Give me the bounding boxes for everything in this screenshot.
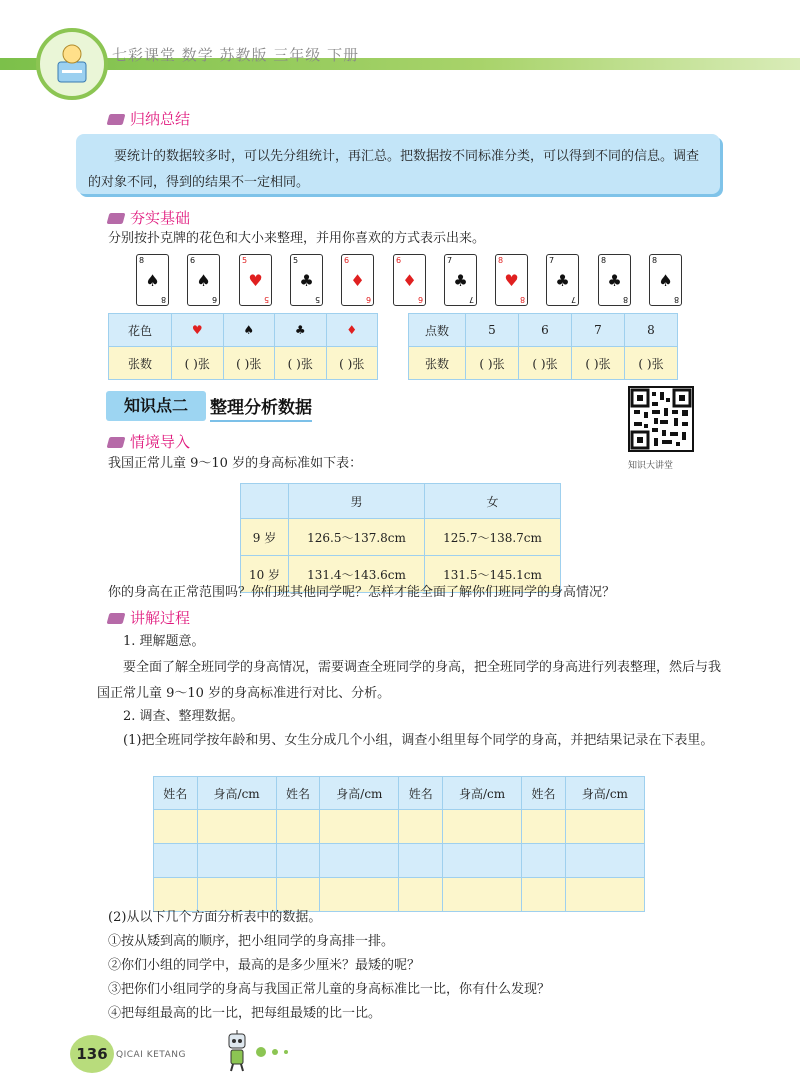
blank-cell[interactable] [522,878,566,912]
count-row-label: 张数 [409,347,466,380]
card-rank: 6 [365,295,371,304]
knowledge-title: 整理分析数据 [210,393,312,422]
suit-diamond: ♦ [326,314,378,347]
record-table [153,776,645,912]
book-icon [107,437,126,448]
table-header: 男 [289,484,425,519]
blank-cell[interactable] [565,878,644,912]
table-header [241,484,289,519]
footer-dot [272,1049,278,1055]
blank-cell[interactable] [154,844,198,878]
basics-instruction: 分别按扑克牌的花色和大小来整理，并用你喜欢的方式表示出来。 [108,231,486,246]
table-cell: 131.4～143.6cm [289,556,425,593]
card-rank: 5 [263,295,269,304]
step-1-text: 要全面了解全班同学的身高情况，需要调查全班同学的身高，把全班同学的身高进行列表整理，然后与我国正常儿童 9～10 岁的身高标准进行对比、分析。 [97,660,722,701]
playing-card [444,254,477,306]
count-row-label: 张数 [109,347,172,380]
rank-value: 5 [466,314,519,347]
suit-table [108,313,378,380]
table-header: 身高/cm [443,777,522,810]
count-blank[interactable]: ( )张 [223,347,275,380]
book-icon [107,213,126,224]
count-blank[interactable]: ( )张 [326,347,378,380]
card-rank: 8 [622,295,628,304]
step-2-2: (2)从以下几个方面分析表中的数据。 [108,910,322,925]
suit-row-label: 花色 [109,314,172,347]
card-suit: ♠ [145,271,160,290]
card-rank: 6 [344,256,350,265]
card-suit: ♦ [402,271,417,290]
blank-cell[interactable] [565,810,644,844]
card-suit: ♦ [350,271,365,290]
card-suit: ♣ [299,271,314,290]
card-suit: ♣ [555,271,570,290]
page-number: 136 [70,1035,114,1073]
table-header: 身高/cm [565,777,644,810]
card-rank: 6 [211,295,217,304]
summary-text: 要统计的数据较多时，可以先分组统计，再汇总。把数据按不同标准分类，可以得到不同的信息。调查的对象不同，得到的结果不一定相同。 [88,149,700,190]
analysis-item-2: ②你们小组的同学中，最高的是多少厘米？最矮的呢？ [108,958,421,973]
blank-cell[interactable] [197,844,276,878]
step-2: 2. 调查、整理数据。 [123,709,244,724]
playing-card [546,254,579,306]
blank-cell[interactable] [197,810,276,844]
playing-card [598,254,631,306]
card-rank: 7 [447,256,453,265]
suit-spade: ♠ [223,314,275,347]
card-rank: 5 [242,256,248,265]
book-icon [107,613,126,624]
card-rank: 6 [417,295,423,304]
age-cell: 9 岁 [241,519,289,556]
card-rank: 5 [314,295,320,304]
card-suit: ♠ [196,271,211,290]
intro-question: 你的身高在正常范围吗？你们班其他同学呢？怎样才能全面了解你们班同学的身高情况？ [108,585,616,600]
card-suit: ♣ [607,271,622,290]
playing-card [136,254,169,306]
rank-value: 6 [519,314,572,347]
table-header: 身高/cm [197,777,276,810]
blank-cell[interactable] [320,878,399,912]
header-title: 七彩课堂 数学 苏教版 三年级 下册 [112,46,360,64]
playing-card [649,254,682,306]
blank-cell[interactable] [522,810,566,844]
suit-heart: ♥ [172,314,224,347]
count-blank[interactable]: ( )张 [625,347,678,380]
step-1: 1. 理解题意。 [123,634,205,649]
card-rank: 8 [601,256,607,265]
card-rank: 7 [468,295,474,304]
playing-card [495,254,528,306]
rank-row-label: 点数 [409,314,466,347]
age-cell: 10 岁 [241,556,289,593]
card-rank: 5 [293,256,299,265]
blank-cell[interactable] [443,844,522,878]
step-2-1: (1)把全班同学按年龄和男、女生分成几个小组，调查小组里每个同学的身高，并把结果记录在下表里。 [123,733,714,748]
table-header: 身高/cm [320,777,399,810]
playing-card [239,254,272,306]
book-icon [107,114,126,125]
blank-cell[interactable] [399,844,443,878]
count-blank[interactable]: ( )张 [466,347,519,380]
blank-cell[interactable] [276,810,320,844]
table-cell: 126.5～137.8cm [289,519,425,556]
card-rank: 8 [498,256,504,265]
footer-brand: QICAI KETANG [116,1050,186,1060]
card-suit: ♠ [658,271,673,290]
card-suit: ♥ [248,271,263,290]
card-rank: 6 [190,256,196,265]
card-rank: 8 [519,295,525,304]
table-header: 姓名 [522,777,566,810]
intro-text: 我国正常儿童 9～10 岁的身高标准如下表： [108,456,363,471]
table-header: 女 [425,484,561,519]
robot-mascot-icon [222,1030,252,1072]
count-blank[interactable]: ( )张 [275,347,327,380]
card-suit: ♥ [504,271,519,290]
rank-value: 7 [572,314,625,347]
blank-cell[interactable] [565,844,644,878]
playing-card [290,254,323,306]
card-rank: 7 [549,256,555,265]
header-logo [36,28,108,100]
intro-heading: 情境导入 [108,431,190,452]
table-header: 姓名 [154,777,198,810]
knowledge-badge: 知识点二 [106,391,206,421]
summary-heading: 归纳总结 [108,108,190,129]
rank-table [408,313,678,380]
qr-code[interactable] [628,386,694,452]
table-header: 姓名 [399,777,443,810]
blank-cell[interactable] [320,844,399,878]
card-rank: 8 [652,256,658,265]
analysis-item-1: ①按从矮到高的顺序，把小组同学的身高排一排。 [108,934,395,949]
card-rank: 8 [139,256,145,265]
count-blank[interactable]: ( )张 [519,347,572,380]
playing-card [341,254,374,306]
basics-heading: 夯实基础 [108,207,190,228]
card-rank: 8 [160,295,166,304]
blank-cell[interactable] [276,844,320,878]
process-heading: 讲解过程 [108,607,190,628]
card-rank: 8 [673,295,679,304]
footer-dot [284,1050,288,1054]
mascot-icon [40,32,104,96]
table-cell: 131.5～145.1cm [425,556,561,593]
blank-cell[interactable] [522,844,566,878]
suit-club: ♣ [275,314,327,347]
blank-cell[interactable] [154,810,198,844]
rank-value: 8 [625,314,678,347]
blank-cell[interactable] [443,878,522,912]
count-blank[interactable]: ( )张 [172,347,224,380]
height-standard-table [240,483,561,593]
analysis-item-3: ③把你们小组同学的身高与我国正常儿童的身高标准比一比，你有什么发现？ [108,982,551,997]
card-rank: 6 [396,256,402,265]
footer-dot [256,1047,266,1057]
playing-card [393,254,426,306]
count-blank[interactable]: ( )张 [572,347,625,380]
blank-cell[interactable] [399,810,443,844]
qr-label: 知识大讲堂 [628,461,674,471]
card-rank: 7 [570,295,576,304]
table-cell: 125.7～138.7cm [425,519,561,556]
blank-cell[interactable] [443,810,522,844]
blank-cell[interactable] [399,878,443,912]
blank-cell[interactable] [320,810,399,844]
card-suit: ♣ [453,271,468,290]
summary-box [76,134,720,194]
analysis-item-4: ④把每组最高的比一比，把每组最矮的比一比。 [108,1006,382,1021]
qr-code-icon [630,388,692,450]
playing-card [187,254,220,306]
table-header: 姓名 [276,777,320,810]
